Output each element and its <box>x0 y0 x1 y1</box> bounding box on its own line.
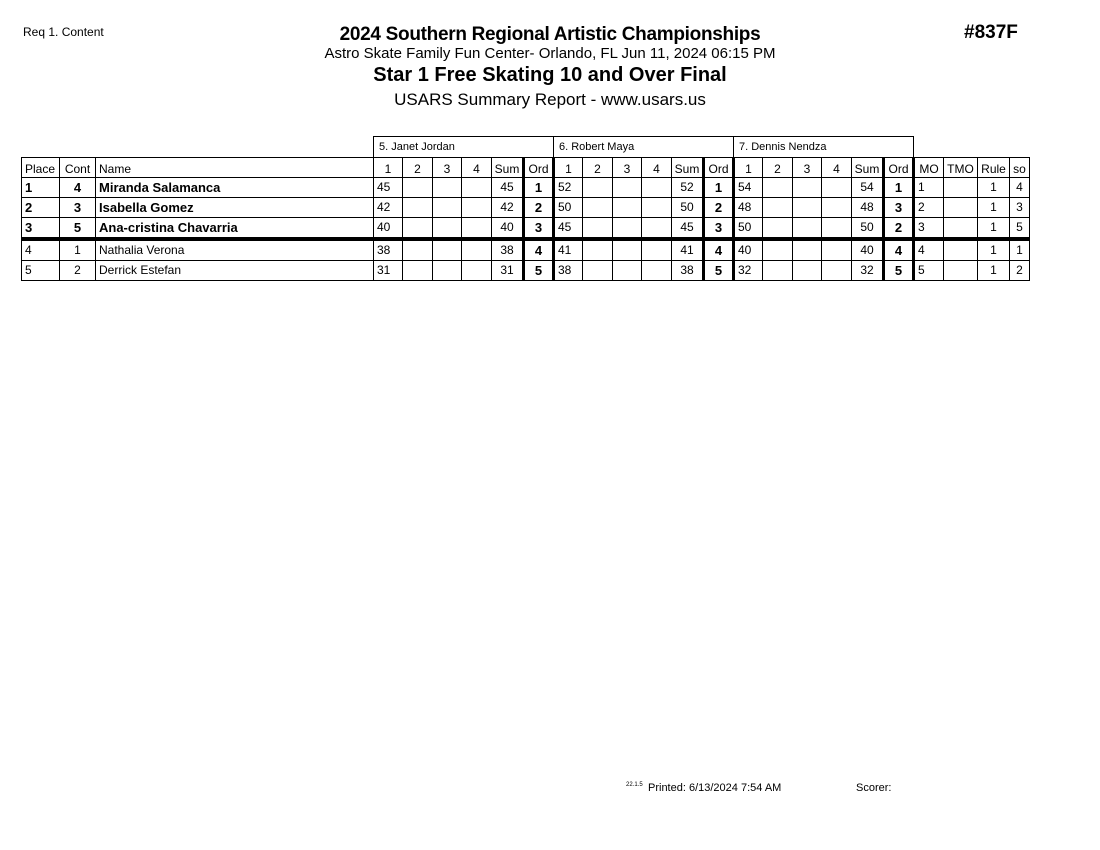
ord-cell: 4 <box>704 239 734 261</box>
rule-cell: 1 <box>978 218 1010 240</box>
score-cell <box>613 261 642 281</box>
score-cell <box>763 178 793 198</box>
score-cell <box>462 218 492 240</box>
score-cell <box>403 198 433 218</box>
tmo-cell <box>944 218 978 240</box>
ord-cell: 2 <box>884 218 914 240</box>
scorer-label: Scorer: <box>856 782 892 794</box>
sum-cell: 45 <box>492 178 524 198</box>
score-cell <box>613 218 642 240</box>
score-cell <box>433 261 462 281</box>
mo-cell: 1 <box>914 178 944 198</box>
score-cell <box>822 178 852 198</box>
ord-cell: 3 <box>704 218 734 240</box>
sum-cell: 52 <box>672 178 704 198</box>
score-cell <box>642 178 672 198</box>
ord-cell: 1 <box>704 178 734 198</box>
score-cell <box>822 198 852 218</box>
table-row <box>22 198 1030 218</box>
sum-header: Sum <box>492 158 524 178</box>
competition-title: 2024 Southern Regional Artistic Championships <box>339 24 761 45</box>
place-cell: 5 <box>22 261 60 281</box>
cont-cell: 3 <box>60 198 96 218</box>
score-cell <box>433 198 462 218</box>
sum-cell: 40 <box>492 218 524 240</box>
score-header: 2 <box>403 158 433 178</box>
score-header: 2 <box>583 158 613 178</box>
score-cell: 40 <box>734 239 763 261</box>
report-title: USARS Summary Report - www.usars.us <box>394 90 706 109</box>
score-cell <box>763 198 793 218</box>
score-cell <box>433 218 462 240</box>
sum-cell: 50 <box>852 218 884 240</box>
so-cell: 1 <box>1010 239 1030 261</box>
score-cell: 50 <box>554 198 583 218</box>
sum-cell: 41 <box>672 239 704 261</box>
cont-cell: 5 <box>60 218 96 240</box>
sum-cell: 48 <box>852 198 884 218</box>
sum-header: Sum <box>852 158 884 178</box>
score-cell: 40 <box>374 218 403 240</box>
tmo-header: TMO <box>944 158 978 178</box>
score-cell: 50 <box>734 218 763 240</box>
column-header-row <box>22 158 1030 178</box>
score-cell <box>613 178 642 198</box>
skater-name: Derrick Estefan <box>96 261 374 281</box>
score-cell: 38 <box>554 261 583 281</box>
so-header: so <box>1010 158 1030 178</box>
score-cell: 32 <box>734 261 763 281</box>
ord-cell: 1 <box>884 178 914 198</box>
table-row <box>22 178 1030 198</box>
place-cell: 4 <box>22 239 60 261</box>
score-cell <box>433 178 462 198</box>
score-cell <box>763 239 793 261</box>
score-cell <box>433 239 462 261</box>
so-cell: 3 <box>1010 198 1030 218</box>
score-cell <box>583 239 613 261</box>
score-cell <box>822 261 852 281</box>
score-cell <box>763 218 793 240</box>
event-code: #837F <box>964 22 1018 43</box>
place-header: Place <box>22 158 60 178</box>
tmo-cell <box>944 239 978 261</box>
event-title: Star 1 Free Skating 10 and Over Final <box>373 64 727 86</box>
score-cell <box>462 239 492 261</box>
score-cell <box>642 239 672 261</box>
score-cell: 42 <box>374 198 403 218</box>
sum-cell: 38 <box>672 261 704 281</box>
tmo-cell <box>944 198 978 218</box>
score-cell <box>583 261 613 281</box>
score-header: 4 <box>462 158 492 178</box>
judge-header: 6. Robert Maya <box>554 137 734 158</box>
mo-header: MO <box>914 158 944 178</box>
score-header: 3 <box>793 158 822 178</box>
software-version: 22.1.5 <box>626 782 643 788</box>
score-cell <box>403 218 433 240</box>
judges-row <box>22 137 1030 158</box>
score-cell: 54 <box>734 178 763 198</box>
sum-cell: 38 <box>492 239 524 261</box>
ord-cell: 3 <box>524 218 554 240</box>
ord-cell: 2 <box>704 198 734 218</box>
score-cell: 31 <box>374 261 403 281</box>
judge-header: 7. Dennis Nendza <box>734 137 914 158</box>
rule-cell: 1 <box>978 261 1010 281</box>
score-cell <box>642 198 672 218</box>
ord-cell: 2 <box>524 198 554 218</box>
score-cell <box>613 198 642 218</box>
skater-name: Nathalia Verona <box>96 239 374 261</box>
score-cell <box>462 261 492 281</box>
ord-cell: 4 <box>884 239 914 261</box>
judge-header: 5. Janet Jordan <box>374 137 554 158</box>
requirement-label: Req 1. Content <box>23 25 104 39</box>
sum-cell: 45 <box>672 218 704 240</box>
ord-header: Ord <box>524 158 554 178</box>
table-row <box>22 261 1030 281</box>
name-header: Name <box>96 158 374 178</box>
cont-header: Cont <box>60 158 96 178</box>
ord-cell: 1 <box>524 178 554 198</box>
venue-datetime: Astro Skate Family Fun Center- Orlando, FL Jun 11, 2024 06:15 PM <box>324 45 776 62</box>
skater-name: Miranda Salamanca <box>96 178 374 198</box>
cont-cell: 1 <box>60 239 96 261</box>
score-cell <box>793 178 822 198</box>
score-header: 1 <box>374 158 403 178</box>
so-cell: 5 <box>1010 218 1030 240</box>
results-table <box>21 136 1030 281</box>
score-header: 3 <box>613 158 642 178</box>
sum-cell: 54 <box>852 178 884 198</box>
sum-cell: 31 <box>492 261 524 281</box>
so-cell: 4 <box>1010 178 1030 198</box>
score-header: 4 <box>822 158 852 178</box>
score-cell <box>642 218 672 240</box>
ord-cell: 3 <box>884 198 914 218</box>
sum-cell: 42 <box>492 198 524 218</box>
score-cell <box>462 178 492 198</box>
score-header: 1 <box>734 158 763 178</box>
score-cell: 45 <box>554 218 583 240</box>
score-cell <box>462 198 492 218</box>
ord-cell: 5 <box>884 261 914 281</box>
ord-header: Ord <box>704 158 734 178</box>
ord-cell: 4 <box>524 239 554 261</box>
rule-header: Rule <box>978 158 1010 178</box>
score-cell <box>583 178 613 198</box>
sum-cell: 50 <box>672 198 704 218</box>
tmo-cell <box>944 178 978 198</box>
table-row <box>22 239 1030 261</box>
score-cell <box>613 239 642 261</box>
mo-cell: 5 <box>914 261 944 281</box>
ord-cell: 5 <box>524 261 554 281</box>
place-cell: 3 <box>22 218 60 240</box>
printed-timestamp: Printed: 6/13/2024 7:54 AM <box>648 782 782 794</box>
sum-cell: 32 <box>852 261 884 281</box>
sum-cell: 40 <box>852 239 884 261</box>
cont-cell: 4 <box>60 178 96 198</box>
skater-name: Ana-cristina Chavarria <box>96 218 374 240</box>
score-cell <box>822 218 852 240</box>
rule-cell: 1 <box>978 198 1010 218</box>
sum-header: Sum <box>672 158 704 178</box>
cont-cell: 2 <box>60 261 96 281</box>
mo-cell: 4 <box>914 239 944 261</box>
score-cell <box>642 261 672 281</box>
score-cell <box>583 218 613 240</box>
place-cell: 1 <box>22 178 60 198</box>
score-cell <box>763 261 793 281</box>
mo-cell: 2 <box>914 198 944 218</box>
so-cell: 2 <box>1010 261 1030 281</box>
rule-cell: 1 <box>978 178 1010 198</box>
score-cell <box>403 261 433 281</box>
score-cell <box>793 239 822 261</box>
score-header: 3 <box>433 158 462 178</box>
score-cell: 48 <box>734 198 763 218</box>
score-cell <box>403 178 433 198</box>
score-cell: 38 <box>374 239 403 261</box>
score-header: 4 <box>642 158 672 178</box>
rule-cell: 1 <box>978 239 1010 261</box>
score-cell <box>793 198 822 218</box>
score-header: 2 <box>763 158 793 178</box>
score-cell: 52 <box>554 178 583 198</box>
score-cell <box>793 218 822 240</box>
tmo-cell <box>944 261 978 281</box>
score-cell: 45 <box>374 178 403 198</box>
skater-name: Isabella Gomez <box>96 198 374 218</box>
score-cell <box>403 239 433 261</box>
table-row <box>22 218 1030 240</box>
place-cell: 2 <box>22 198 60 218</box>
score-cell: 41 <box>554 239 583 261</box>
score-cell <box>583 198 613 218</box>
score-header: 1 <box>554 158 583 178</box>
ord-cell: 5 <box>704 261 734 281</box>
mo-cell: 3 <box>914 218 944 240</box>
ord-header: Ord <box>884 158 914 178</box>
score-cell <box>822 239 852 261</box>
score-cell <box>793 261 822 281</box>
